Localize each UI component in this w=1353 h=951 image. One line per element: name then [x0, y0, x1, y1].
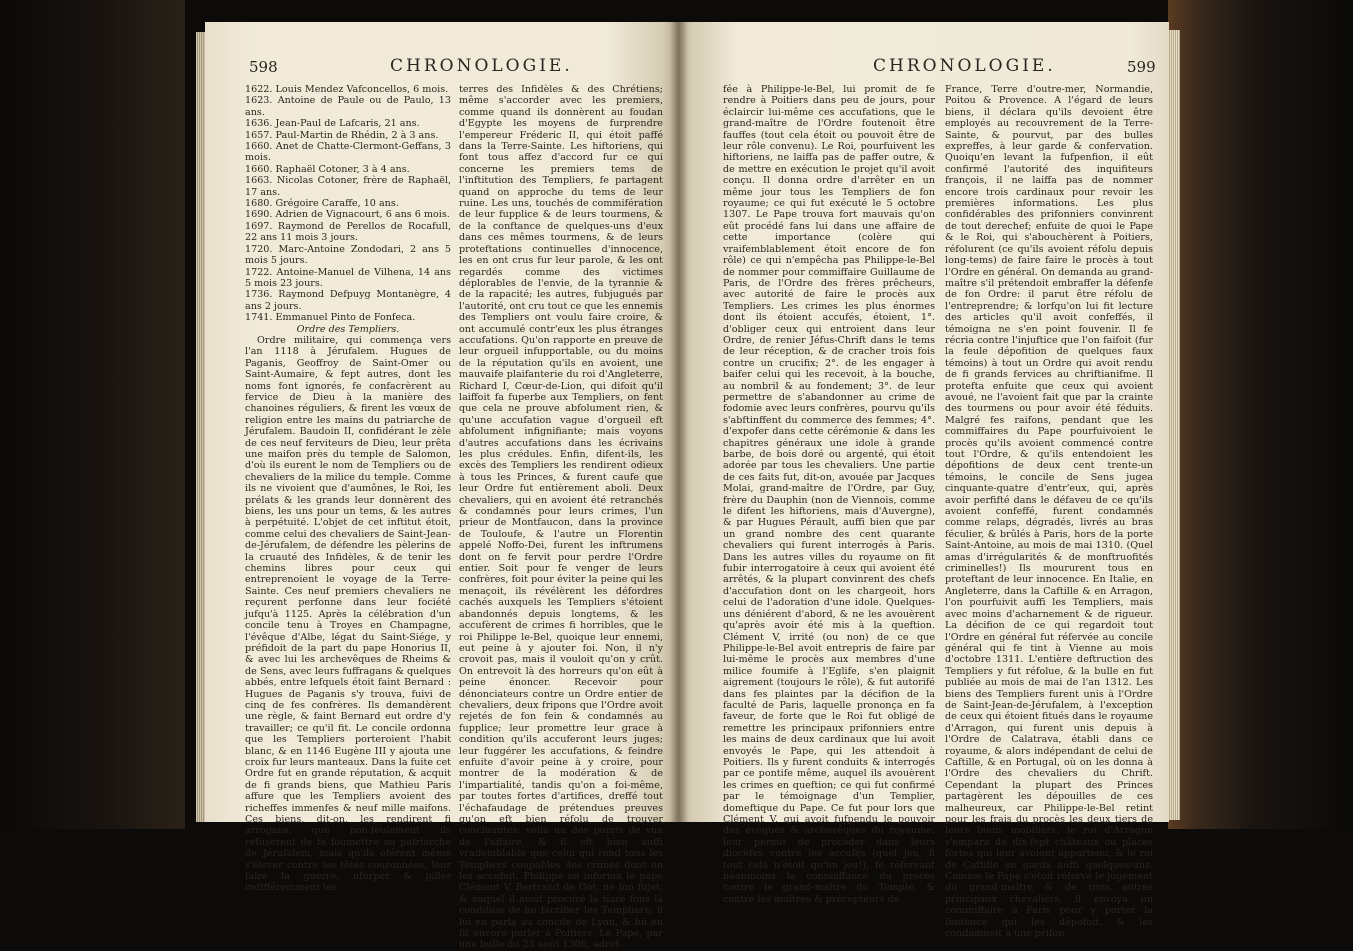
binding-left: [0, 0, 185, 829]
grand-master-entry: 1657. Paul-Martin de Rhédin, 2 à 3 ans.: [245, 129, 439, 141]
paragraph: fée à Philippe-le-Bel, lui promit de fe rendre à Poitiers dans peu de jours, pour éclaircir lui-même ces accufations, que le grand-maître de l'Ordre foutenoit être fauffes (tout cela étoit ou pouvoit être de leur rôle convenu). Le Roi, pourfuivent les hiftoriens, ne laiffa pas de paffer outre, & de mettre en exécution le projet qu'il avoit conçu. Il donna ordre d'arrêter en un même jour tous les Templiers de fon royaume; ce qui fut exécuté le 5 octobre 1307. Le Pape trouva fort mauvais qu'on eût procédé fans lui dans une affaire de cette importance (colère qui vraifemblablement étoit encore de fon rôle) ce qui n'empêcha pas Philippe-le-Bel de nommer pour commiffaire Guillaume de Paris, de l'Ordre des frères prêcheurs, avec autorité de faire le procès aux Templiers. Les crimes les plus énormes dont ils étoient accufés, étoient, 1°. d'obliger ceux qui entroient dans leur Ordre, de renier Jéfus-Chrift dans le tems de leur réception, & de cracher trois fois contre un crucifix; 2°. de les engager à baifer celui qui les recevoit, à la bouche, au nombril & au fondement; 3°. de leur permettre de s'abandonner au crime de fodomie avec leurs confrères, pourvu qu'ils s'abftinffent du commerce des femmes; 4°. d'expofer dans cette cérémonie & dans les chapitres généraux une idole à grande barbe, de bois doré ou argenté, qui étoit adorée par tous les chevaliers. Une partie de ces faits fut, dit-on, avouée par Jacques Molai, grand-maître de l'Ordre, par Guy, frère du Dauphin (non de Viennois, comme le difent les hiftoriens, mais d'Auvergne), & par Hugues Pérault, auffi bien que par un grand nombre des cent quarante chevaliers qui furent interrogés à Paris. Dans les autres villes du royaume on fit fubir interrogatoire à ceux qui avoient été arrêtés, & la plupart convinrent des chefs d'accufation dont on les chargeoit, hors celui de l'adoration d'une idole. Quelques-uns déniérent d'abord, & ne les avouèrent qu'après avoir été mis à la queftion. Clément V, irrité (ou non) de ce que Philippe-le-Bel avoit entrepris de faire par lui-même le procès aux membres d'une milice foumife à l'Eglife, s'en plaignit aigrement (toujours le rôle), & fut autorifé dans fes plaintes par la décifion de la faculté de Paris, laquelle prononça en fa faveur, de forte que le Roi fut obligé de remettre les principaux prifonniers entre les mains de deux cardinaux que lui avoit envoyés le Pape, qui les attendoit à Poitiers. Ils y furent conduits & interrogés par ce pontife même, auquel ils avouèrent les crimes en queftion; ce qui fut confirmé par le témoignage d'un Templier, domeftique du Pape. Ce fut pour lors que Clément V, qui avoit fufpendu le pouvoir des évêques & archevêques du royaume, leur permit de procéder dans leurs diocèfes contre les accufés (quel jeu, fi tout cela n'étoit qu'un jeu!), fe réfervant néanmoins la connoiffance du procès contre le grand-maître du Temple, & contre les maîtres & précepteurs de: [723, 84, 935, 905]
section-title: Ordre des Templiers.: [296, 323, 400, 335]
grand-master-entry: 1736. Raymond Defpuyg Montanègre, 4 ans 2 jours.: [245, 289, 451, 312]
right-column-2: [945, 84, 1153, 940]
paragraph: France, Terre d'outre-mer, Normandie, Poitou & Provence. A l'égard de leurs biens, il déclara qu'ils devoient être employés au recouvrement de la Terre-Sainte, & pourvut, par des bulles expreffes, à leur garde & confervation. Quoiqu'en levant la fufpenfion, il eût confirmé l'autorité des inquifiteurs françois, il ne laiffa pas de nommer encore trois cardinaux pour revoir les premières informations. Les plus confidérables des prifonniers convinrent de tout derechef; enfuite de quoi le Pape & le Roi, qui s'abouchèrent à Poitiers, réfolurent (ce qu'ils avoient réfolu depuis long-tems) de faire faire le procès à tout l'Ordre en général. On demanda au grand-maître s'il prétendoit embraffer la défenfe de fon Ordre: il parut être réfolu de l'entreprendre; & lorfqu'on lui fit lecture des articles qu'il avoit confeffés, il témoigna ne s'en point fouvenir. Il fe récria contre l'injuftice que l'on faifoit (fur la feule dépofition de quelques faux témoins) à tout un Ordre qui avoit rendu de fi grands fervices au chriftianifme. Il protefta enfuite que ceux qui avoient avoué, ne l'avoient fait que par la crainte des tourmens ou pour avoir été féduits. Malgré fes raifons, pendant que les commiffaires du Pape pourfuivoient le procès qu'ils avoient commencé contre tout l'Ordre, & qu'ils entendoient les dépofitions de deux cent trente-un témoins, le concile de Sens jugea cinquante-quatre d'entr'eux, qui, après avoir perfifté dans le défaveu de ce qu'ils avoient confeffé, furent condamnés comme relaps, dégradés, livrés au bras féculier, & brûlés à Paris, hors de la porte Saint-Antoine, au mois de mai 1310. (Quel amas d'irrégularités & de monftruofités criminelles!) Ils moururent tous en proteftant de leur innocence. En Italie, en Angleterre, dans la Caftille & en Arragon, l'on pourfuivit auffi les Templiers, mais avec moins d'acharnement & de rigueur. La décifion de ce qui regardoit tout l'Ordre en général fut réfervée au concile général qui fe tint à Vienne au mois d'octobre 1311. L'entière deftruction des Templiers y fut réfolue, & la bulle en fut publiée au mois de mai de l'an 1312. Les biens des Templiers furent unis à l'Ordre de Saint-Jean-de-Jérufalem, à l'exception de ceux qui étoient fitués dans le royaume d'Arragon, qui furent unis depuis à l'Ordre de Calatrava, établi dans ce royaume, & alors indépendant de celui de Caftille, & en Portugal, où on les donna à l'Ordre des chevaliers du Chrift. Cependant la plupart des Princes partagèrent les dépouilles de ces malheureux, car Philippe-le-Bel retint pour les frais du procès les deux tiers de leurs biens mobiliers: le roi d'Arragon s'empara de dix-fept châteaux ou places fortes qui leur avoient appartenu, & le roi de Caftille en garda auffi quelques-uns. Comme le Pape s'étoit réfervé le jugement du grand-maître & de trois autres principaux chevaliers, il envoya un commiffaire à Paris pour y porter la fentence qui les dépofoit, & les condamnoit à une prifon: [945, 84, 1153, 940]
page-edges-right: [1168, 30, 1180, 820]
left-page-number: 598: [249, 58, 278, 76]
grand-master-entry: 1697. Raymond de Perellos de Rocafull, 22 ans 11 mois 3 jours.: [245, 220, 451, 244]
grand-master-entry: 1660. Anet de Chatte-Clermont-Geffans, 3 mois.: [245, 141, 451, 164]
paragraph: terres des Infidèles & des Chrétiens; même s'accorder avec les premiers, comme quand ils donnèrent au foudan d'Egypte les moyens de furprendre l'empereur Fréderic II, qui étoit paffé dans la Terre-Sainte. Les hiftoriens, qui font tous affez d'accord fur ce qui concerne les premiers tems de l'inftitution des Templiers, fe partagent quand on approche du tems de leur ruine. Les uns, touchés de commifération de leur fupplice & de leurs tourmens, & de la conftance de quelques-uns d'eux dans ces mêmes tourmens, & de leurs proteftations continuelles d'innocence, les en ont crus fur leur parole, & les ont regardés comme des victimes déplorables de l'envie, de la tyrannie & de la rapacité; les autres, fubjugués par l'autorité, ont cru tout ce que les ennemis des Templiers ont voulu faire croire, & ont accumulé contr'eux les plus étranges accufations. Qu'on rapporte en preuve de leur orgueil infupportable, ou du moins de la réputation qu'ils en avoient, une mauvaife plaifanterie du roi d'Angleterre, Richard I, Cœur-de-Lion, qui difoit qu'il laiffoit fa fuperbe aux Templiers, on fent que cela ne prouve abfolument rien, & qu'une accufation vague d'orgueil eft abfolument infignifiante; mais voyons d'autres accufations dans les écrivains les plus crédules. Enfin, difent-ils, les excès des Templiers les rendirent odieux à tous les Princes, & furent caufe que leur Ordre fut entièrement aboli. Deux chevaliers, qui en avoient été retranchés & condamnés pour leurs crimes, l'un prieur de Montfaucon, dans la province de Touloufe, & l'autre un Florentin appelé Noffo-Dei, furent les inftrumens dont on fe fervit pour perdre l'Ordre entier. Soit pour fe venger de leurs confrères, foit pour éviter la peine qui les menaçoit, ils révélèrent les défordres cachés auxquels les Templiers s'étoient abandonnés depuis longtems, & les accufèrent de crimes fi horribles, que le roi Philippe le-Bel, quoique leur ennemi, eut peine à y ajouter foi. Non, il n'y crovoit pas, mais il vouloit qu'on y crût. On entrevoit là des horreurs qu'on eût à peine énoncer. Recevoir pour dénonciateurs contre un Ordre entier de chevaliers, deux fripons que l'Ordre avoit rejetés de fon fein & condamnés au fupplice; leur promettre leur grace à condition qu'ils accuferont leurs juges; leur fuggérer les accufations, & feindre enfuite d'avoir peine à y croire, pour montrer de la modération & de l'impartialité, tandis qu'on a foi-même, par toutes fortes d'artifices, dreffé tout l'échafaudage de prétendues preuves qu'on eft bien réfolu de trouver concluantes: voilà un des points de vue de l'affaire, & il eft bien auffi vraifemblable que celui qui rend tous les Templiers coupables des crimes dont on les accufoit. Philippe en informa le pape Clément V, Bertrand de Got, né fon fujet, & auquel il avoit procuré la tiare fous la condition de lui facrifier les Templiers; il lui en parla au concile de Lyon, & lui en fit encore parler à Poitiers. Le Pape, par une bulle du 23 août 1306, adref-: [459, 84, 663, 951]
right-page: [677, 22, 1169, 940]
grand-master-entry: 1690. Adrien de Vignacourt, 6 ans 6 mois.: [245, 209, 450, 221]
grand-master-entry: 1720. Marc-Antoine Zondodari, 2 ans 5 mois 5 jours.: [245, 243, 451, 267]
grand-master-list: [245, 84, 451, 324]
grand-master-entry: 1680. Grégoire Caraffe, 10 ans.: [245, 198, 399, 210]
grand-master-entry: 1636. Jean-Paul de Lafcaris, 21 ans.: [245, 118, 420, 130]
left-column-2: [459, 84, 663, 951]
right-column-1: [723, 84, 935, 905]
grand-master-entry: 1741. Emmanuel Pinto de Fonfeca.: [245, 312, 416, 324]
right-running-head: CHRONOLOGIE.: [873, 56, 1056, 76]
grand-master-entry: 1663. Nicolas Cotoner, frère de Raphaël, 17 ans.: [245, 175, 451, 198]
left-running-head: CHRONOLOGIE.: [390, 56, 573, 76]
binding-right: [1168, 0, 1353, 829]
grand-master-entry: 1623. Antoine de Paule ou de Paulo, 13 ans.: [245, 95, 451, 118]
paragraph: Ordre militaire, qui commença vers l'an 1118 à Jérufalem. Hugues de Paganis, Geoffroy de Saint-Omer ou Saint-Aumaire, & fept autres, dont les noms font ignorés, fe confacrèrent au fervice de Dieu à la manière des chanoines réguliers, & firent les vœux de religion entre les mains du patriarche de Jérufalem. Baudoin II, confidérant le zèle de ces neuf ferviteurs de Dieu, leur prêta une maifon près du temple de Salomon, d'où ils eurent le nom de Templiers ou de chevaliers de la milice du temple. Comme ils ne vivoient que d'aumônes, le Roi, les prélats & les grands leur donnèrent des biens, les uns pour un tems, & les autres à perpétuité. L'objet de cet inftitut étoit, comme celui des chevaliers de Saint-Jean-de-Jérufalem, de défendre les pèlerins de la cruauté des Infidèles, & de tenir les chemins libres pour ceux qui entreprenoient le voyage de la Terre-Sainte. Ces neuf premiers chevaliers ne reçurent perfonne dans leur fociété jufqu'à 1125. Après la célébration d'un concile tenu à Troyes en Champagne, l'évêque d'Albe, légat du Saint-Siége, y préfidoit de la part du pape Honorius II, & avec lui les archevêques de Rheims & de Sens, avec leurs fuffragans & quelques abbés, entre lefquels étoit faint Bernard : Hugues de Paganis s'y trouva, fuivi de cinq de fes confrères. Ils demandèrent une règle, & faint Bernard eut ordre d'y travailler; ce qu'il fit. Le concile ordonna que les Templiers porteroient l'habit blanc, & en 1146 Eugène III y ajouta une croix fur leurs manteaux. Dans la fuite cet Ordre fut en grande réputation, & acquit de fi grands biens, que Mathieu Paris affure que les Templiers avoient des richeffes immenfes & neuf mille maifons. Ces biens, dit-on, les rendirent fi arrogans, que non-feulement ils refusèrent de fe foumettre au patriarche de Jérufalem, mais qu'ils oférent même s'élever contre les têtes couronnées, leur faire la guerre, ufurper & piller indifféremment les: [245, 334, 451, 894]
book-gutter: [670, 22, 688, 822]
left-column-1: [245, 84, 451, 894]
right-page-number: 599: [1127, 58, 1156, 76]
grand-master-entry: 1660. Raphaël Cotoner, 3 à 4 ans.: [245, 163, 410, 175]
grand-master-entry: 1722. Antoine-Manuel de Vilhena, 14 ans 5 mois 23 jours.: [245, 266, 451, 289]
grand-master-entry: 1622. Louis Mendez Vafconcellos, 6 mois.: [245, 84, 449, 95]
left-page: [205, 22, 677, 951]
